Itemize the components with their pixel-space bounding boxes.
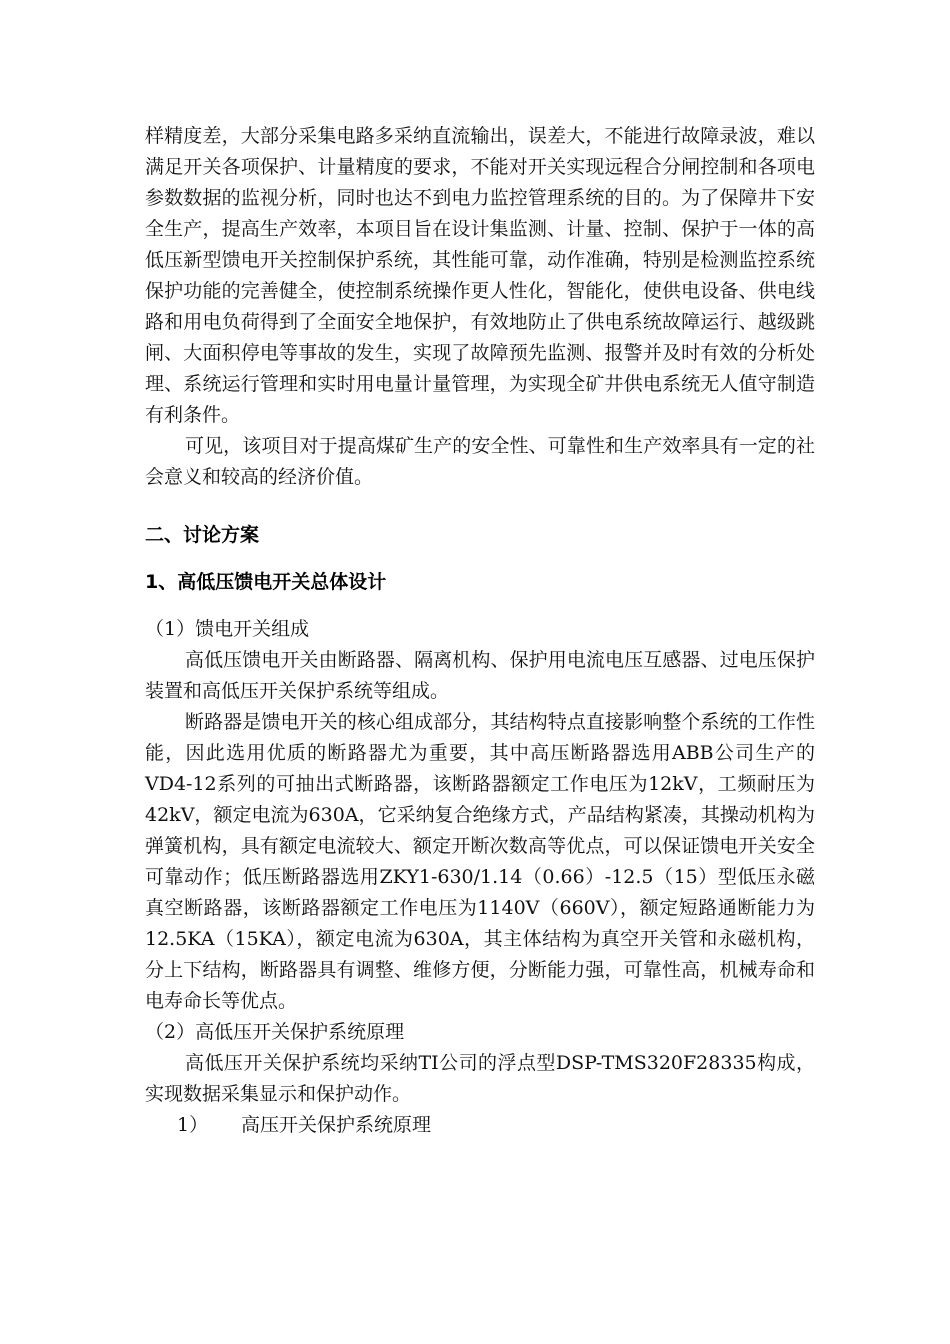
list-item-number: 1） xyxy=(177,1114,209,1136)
document-body xyxy=(145,121,815,1141)
part2-paragraph-1: 高低压开关保护系统均采纳TI公司的浮点型DSP-TMS320F28335构成，实现数据采集显示和保护动作。 xyxy=(145,1052,815,1105)
part2-label: （2）高低压开关保护系统原理 xyxy=(145,1021,405,1043)
part1-paragraph-2: 断路器是馈电开关的核心组成部分，其结构特点直接影响整个系统的工作性能，因此选用优质的断路器尤为重要，其中高压断路器选用ABB公司生产的VD4-12系列的可抽出式断路器，该断路器额定工作电压为12kV，工频耐压为42kV，额定电流为630A，它采纳复合绝缘方式，产品结构紧凑，其操动机构为弹簧机构，具有额定电流较大、额定开断次数高等优点，可以保证馈电开关安全可靠动作；低压断路器选用ZKY1-630/1.14（0.66）-12.5（15）型低压永磁真空断路器，该断路器额定工作电压为1140V（660V），额定短路通断能力为12.5KA（15KA），额定电流为630A，其主体结构为真空开关管和永磁机构，分上下结构，断路器具有调整、维修方便，分断能力强，可靠性高，机械寿命和电寿命长等优点。 xyxy=(145,711,815,1012)
value-paragraph: 可见，该项目对于提高煤矿生产的安全性、可靠性和生产效率具有一定的社会意义和较高的经济价值。 xyxy=(145,435,815,488)
section-heading: 二、讨论方案 xyxy=(145,524,260,546)
part1-paragraph-1: 高低压馈电开关由断路器、隔离机构、保护用电流电压互感器、过电压保护装置和高低压开关保护系统等组成。 xyxy=(145,649,815,702)
part1-label: （1）馈电开关组成 xyxy=(145,618,310,640)
list-item xyxy=(145,1110,815,1141)
list-item-text: 高压开关保护系统原理 xyxy=(241,1114,432,1136)
subsection-heading: 1、高低压馈电开关总体设计 xyxy=(145,571,387,593)
intro-paragraph: 样精度差，大部分采集电路多采纳直流输出，误差大，不能进行故障录波，难以满足开关各项保护、计量精度的要求，不能对开关实现远程合分闸控制和各项电参数数据的监视分析，同时也达不到电力监控管理系统的目的。为了保障井下安全生产，提高生产效率，本项目旨在设计集监测、计量、控制、保护于一体的高低压新型馈电开关控制保护系统，其性能可靠，动作准确，特别是检测监控系统保护功能的完善健全，使控制系统操作更人性化，智能化，使供电设备、供电线路和用电负荷得到了全面安全地保护，有效地防止了供电系统故障运行、越级跳闸、大面积停电等事故的发生，实现了故障预先监测、报警并及时有效的分析处理、系统运行管理和实时用电量计量管理，为实现全矿井供电系统无人值守制造有利条件。 xyxy=(145,125,815,426)
